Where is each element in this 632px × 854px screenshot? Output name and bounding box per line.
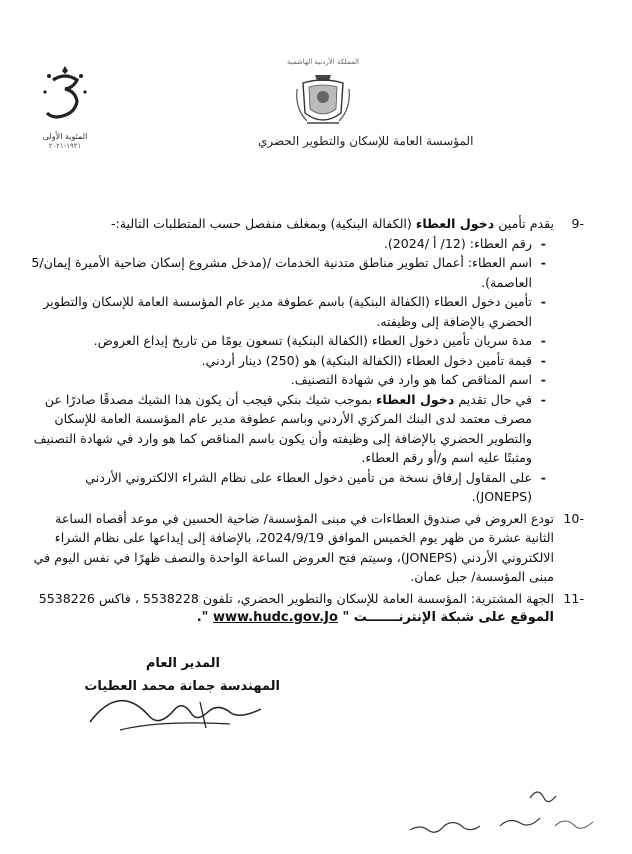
list-item: - قيمة تأمين دخول العطاء (الكفالة البنكية) هو (250) دينار أردني. [24,351,554,371]
clause-10 [24,509,584,587]
contact-line: الجهة المشترية: المؤسسة العامة للإسكان والتطوير الحضري، تلفون 5538228 ، فاكس 5538226 [38,590,554,606]
crest-header [258,58,474,178]
footer-marker [280,848,320,852]
list-item: - اسم المناقص كما هو وارد في شهادة التصنيف. [24,370,554,390]
clause-number: 11- [563,590,584,606]
requirements-list [24,234,554,507]
list-item: - في حال تقديم دخول العطاء بموجب شيك بنكي فيجب أن يكون هذا الشيك مصدقًا صادرًا عن مصرف معتمد لدى البنك المركزي الأردني وباسم عطوفة مدير عام المؤسسة العامة للإسكان والتطوير الحضري بالإضافة إلى وظيفته وأن يكون باسم المناقص كما هو وارد في شهادة التصنيف ومثبتًا عليه اسم و/أو رقم العطاء. [24,390,554,468]
centennial-emblem-icon [35,62,95,132]
coat-of-arms-icon [293,69,353,131]
signatory-role: المدير العام [145,656,220,671]
list-item: - تأمين دخول العطاء (الكفالة البنكية) باسم عطوفة مدير عام المؤسسة العامة للإسكان والتطوير الحضري بالإضافة إلى وظيفته. [24,292,554,331]
clause-11 [24,589,584,628]
kingdom-label: المملكة الأردنية الهاشمية [286,58,360,66]
clause-9-intro: يقدم تأمين دخول العطاء (الكفالة البنكية) وبمغلف منفصل حسب المتطلبات التالية:- [111,216,554,231]
handwritten-notes-icon [380,782,600,842]
website-line: الموقع على شبكة الإنترنـــــــت " www.hudc.gov.Jo ". [196,610,554,625]
signature-block [60,652,320,698]
centennial-years: ١٩٢١-٢٠٢١ [48,142,82,150]
document-body [24,214,584,630]
clause-9 [24,214,584,507]
organization-name: المؤسسة العامة للإسكان والتطوير الحضري [258,134,474,148]
list-item: - على المقاول إرفاق نسخة من تأمين دخول العطاء على نظام الشراء الالكتروني الأردني (JONEPS). [24,468,554,507]
list-item: - رقم العطاء: (12/ أ /2024). [24,234,554,254]
clause-10-text: تودع العروض في صندوق العطاءات في مبنى المؤسسة/ ضاحية الحسين في موعد أقصاه الساعة الثانية عشرة من ظهر يوم الخميس الموافق 2024/9/19، بالإضافة إلى إيداعها على نظام الشراء الالكتروني الأردني (JONEPS)، وسيتم فتح العروض الساعة الواحدة والنصف ظهرًا في نفس اليوم في مبنى المؤسسة/ جبل عمان. [33,510,554,584]
bold-term: دخول العطاء [375,391,455,407]
handwritten-signature-icon [80,682,280,742]
list-item: - مدة سريان تأمين دخول العطاء (الكفالة البنكية) تسعون يومًا من تاريخ إيداع العروض. [24,331,554,351]
bold-term: دخول العطاء [415,216,495,231]
website-link[interactable]: www.hudc.gov.Jo [212,610,338,625]
clause-number: 9- [571,216,584,231]
list-item: - اسم العطاء: أعمال تطوير مناطق متدنية الخدمات /(مدخل مشروع إسكان ضاحية الأميرة إيمان/5 العاصمة). [24,253,554,292]
centennial-logo [20,62,110,172]
clause-number: 10- [563,510,584,526]
centennial-title: المئوية الأولى [42,132,88,141]
signatory-name: المهندسة جمانة محمد العطيات [84,679,280,694]
